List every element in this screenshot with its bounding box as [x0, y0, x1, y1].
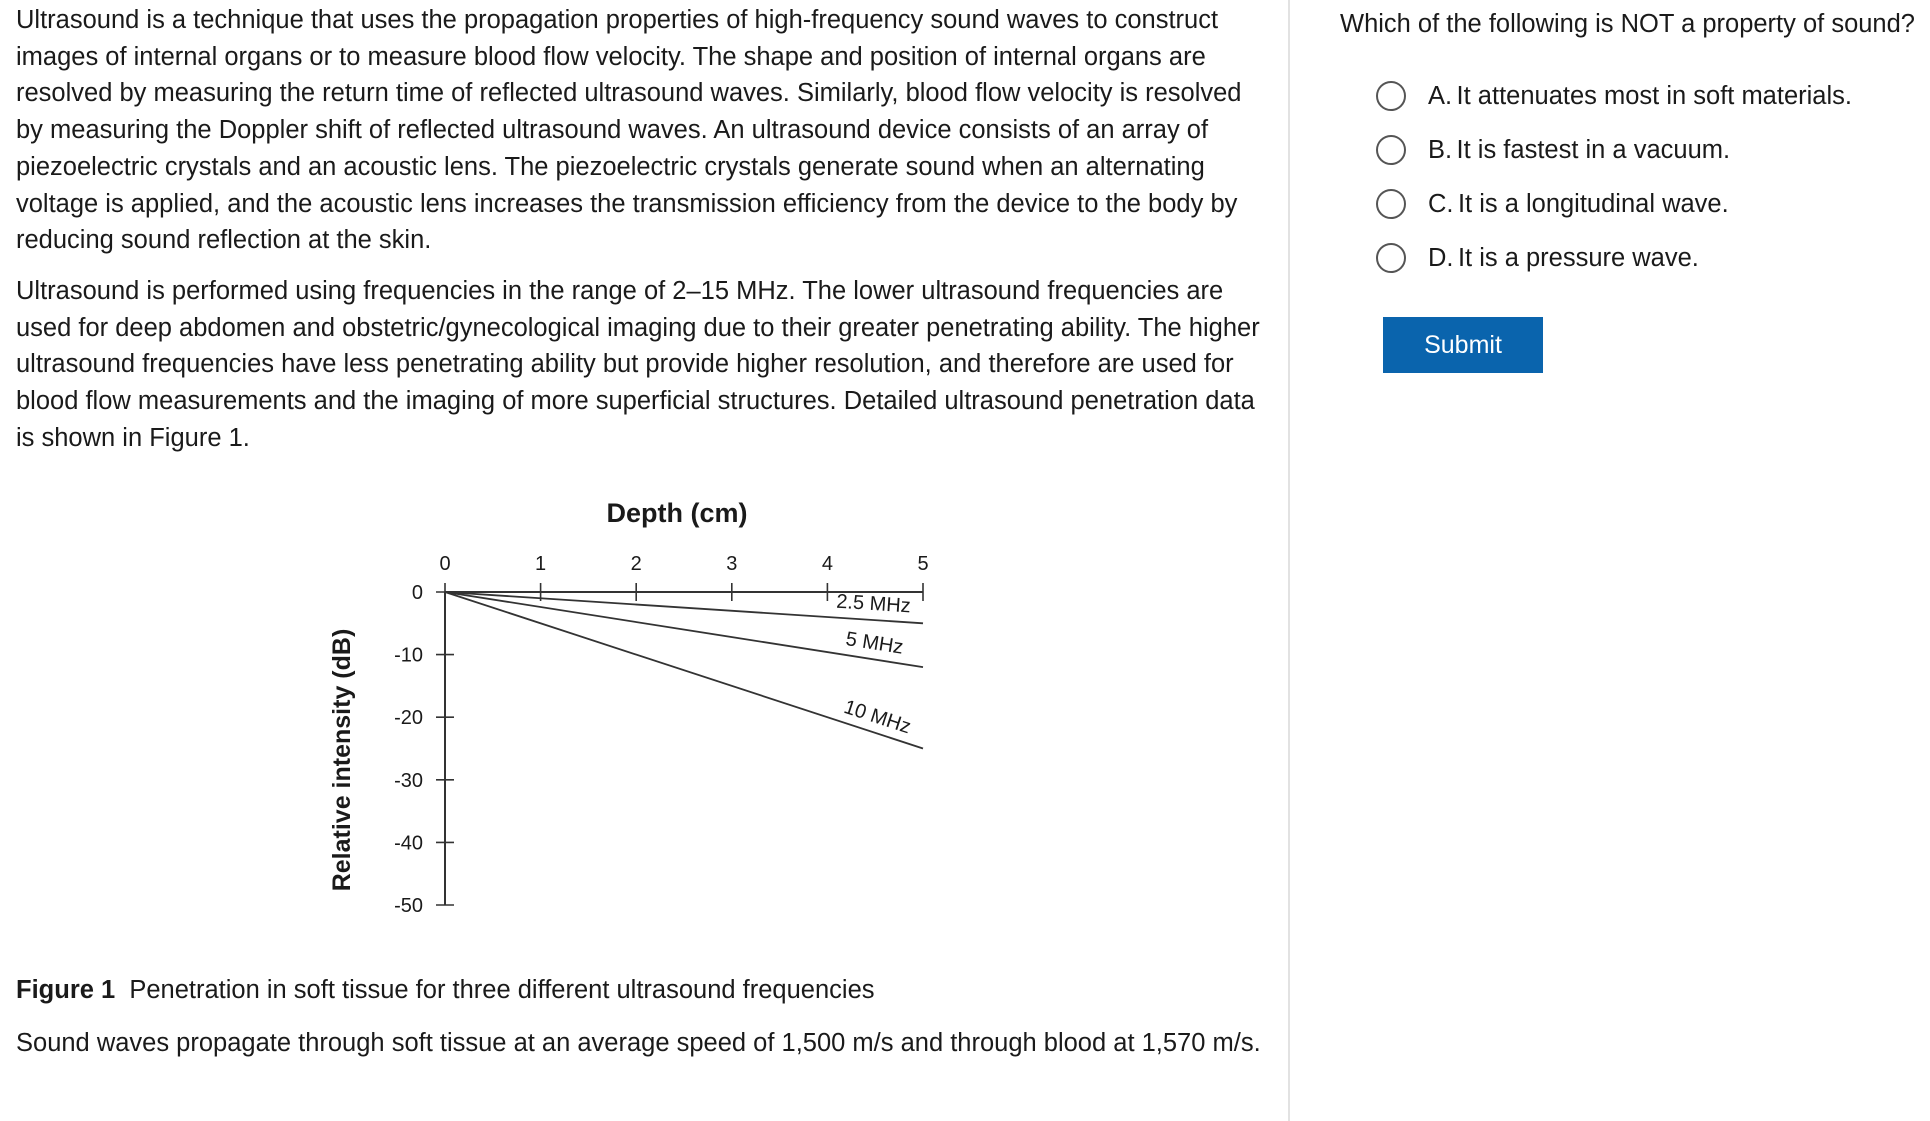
x-tick-label: 4: [821, 553, 833, 575]
y-tick-label: -20: [394, 707, 423, 730]
x-tick-label: 2: [630, 553, 642, 575]
choice-a-text: It attenuates most in soft materials.: [1456, 81, 1852, 110]
x-tick-label: 3: [726, 553, 738, 575]
choice-c[interactable]: [1376, 184, 1729, 224]
passage-paragraph-3: Sound waves propagate through soft tissue at an average speed of 1,500 m/s and through blood at 1,570 m/s.: [16, 1029, 1261, 1057]
radio-circle-icon[interactable]: [1376, 81, 1406, 111]
figure-1-chart: [0, 480, 1000, 950]
choice-d-letter: D.: [1428, 243, 1454, 272]
choice-c-letter: C.: [1428, 189, 1454, 218]
chart-title: Depth (cm): [606, 498, 748, 528]
question-panel: [1290, 0, 1930, 1121]
choice-a-letter: A.: [1428, 81, 1453, 110]
y-tick-label: -50: [394, 895, 423, 917]
submit-button[interactable]: Submit: [1383, 317, 1543, 373]
passage-paragraph-1: Ultrasound is a technique that uses the propagation properties of high-frequency sound waves to construct images of internal organs or to measure blood flow velocity. The shape and position of internal organs are resolved by measuring the return time of reflected ultrasound waves. Similarly, blood flow velocity is resolved by measuring the Doppler shift of reflected ultrasound waves. An ultrasound device consists of an array of piezoelectric crystals and an acoustic lens. The piezoelectric crystals generate sound when an alternating voltage is applied, and the acoustic lens increases the transmission efficiency from the device to the body by reducing sound reflection at the skin.: [16, 6, 1242, 255]
choice-b-letter: B.: [1428, 135, 1453, 164]
y-tick-label: -40: [394, 832, 423, 855]
series-line-10-mhz: [445, 592, 923, 749]
x-tick-label: 5: [917, 553, 929, 575]
y-tick-label: -10: [394, 644, 423, 667]
y-tick-label: 0: [411, 582, 423, 604]
series-label: 5 MHz: [844, 628, 905, 659]
choice-d[interactable]: [1376, 238, 1699, 278]
passage-paragraph-2: Ultrasound is performed using frequencies in the range of 2–15 MHz. The lower ultrasound frequencies are used for deep abdomen and obstetric/gynecological imaging due to their greater penetrating ability. The higher ultrasound frequencies have less penetrating ability but provide higher resolution, and therefore are used for blood flow measurements and the imaging of more superficial structures. Detailed ultrasound penetration data is shown in Figure 1.: [16, 277, 1260, 452]
radio-circle-icon[interactable]: [1376, 135, 1406, 165]
y-axis-label: Relative intensity (dB): [328, 628, 356, 892]
choice-b[interactable]: [1376, 130, 1730, 170]
choice-d-text: It is a pressure wave.: [1457, 243, 1699, 272]
x-tick-label: 1: [535, 553, 547, 575]
figure-caption-text: Penetration in soft tissue for three different ultrasound frequencies: [129, 976, 875, 1004]
x-tick-label: 0: [439, 553, 451, 575]
series-label: 10 MHz: [841, 696, 914, 739]
figure-caption: [16, 972, 875, 1008]
choice-b-text: It is fastest in a vacuum.: [1456, 135, 1731, 164]
radio-circle-icon[interactable]: [1376, 243, 1406, 273]
question-text: Which of the following is NOT a property of sound?: [1340, 10, 1915, 38]
series-label: 2.5 MHz: [835, 590, 912, 618]
choice-c-text: It is a longitudinal wave.: [1457, 189, 1729, 218]
figure-label: Figure 1: [16, 976, 116, 1004]
radio-circle-icon[interactable]: [1376, 189, 1406, 219]
y-tick-label: -30: [394, 769, 423, 792]
choice-a[interactable]: [1376, 76, 1852, 116]
